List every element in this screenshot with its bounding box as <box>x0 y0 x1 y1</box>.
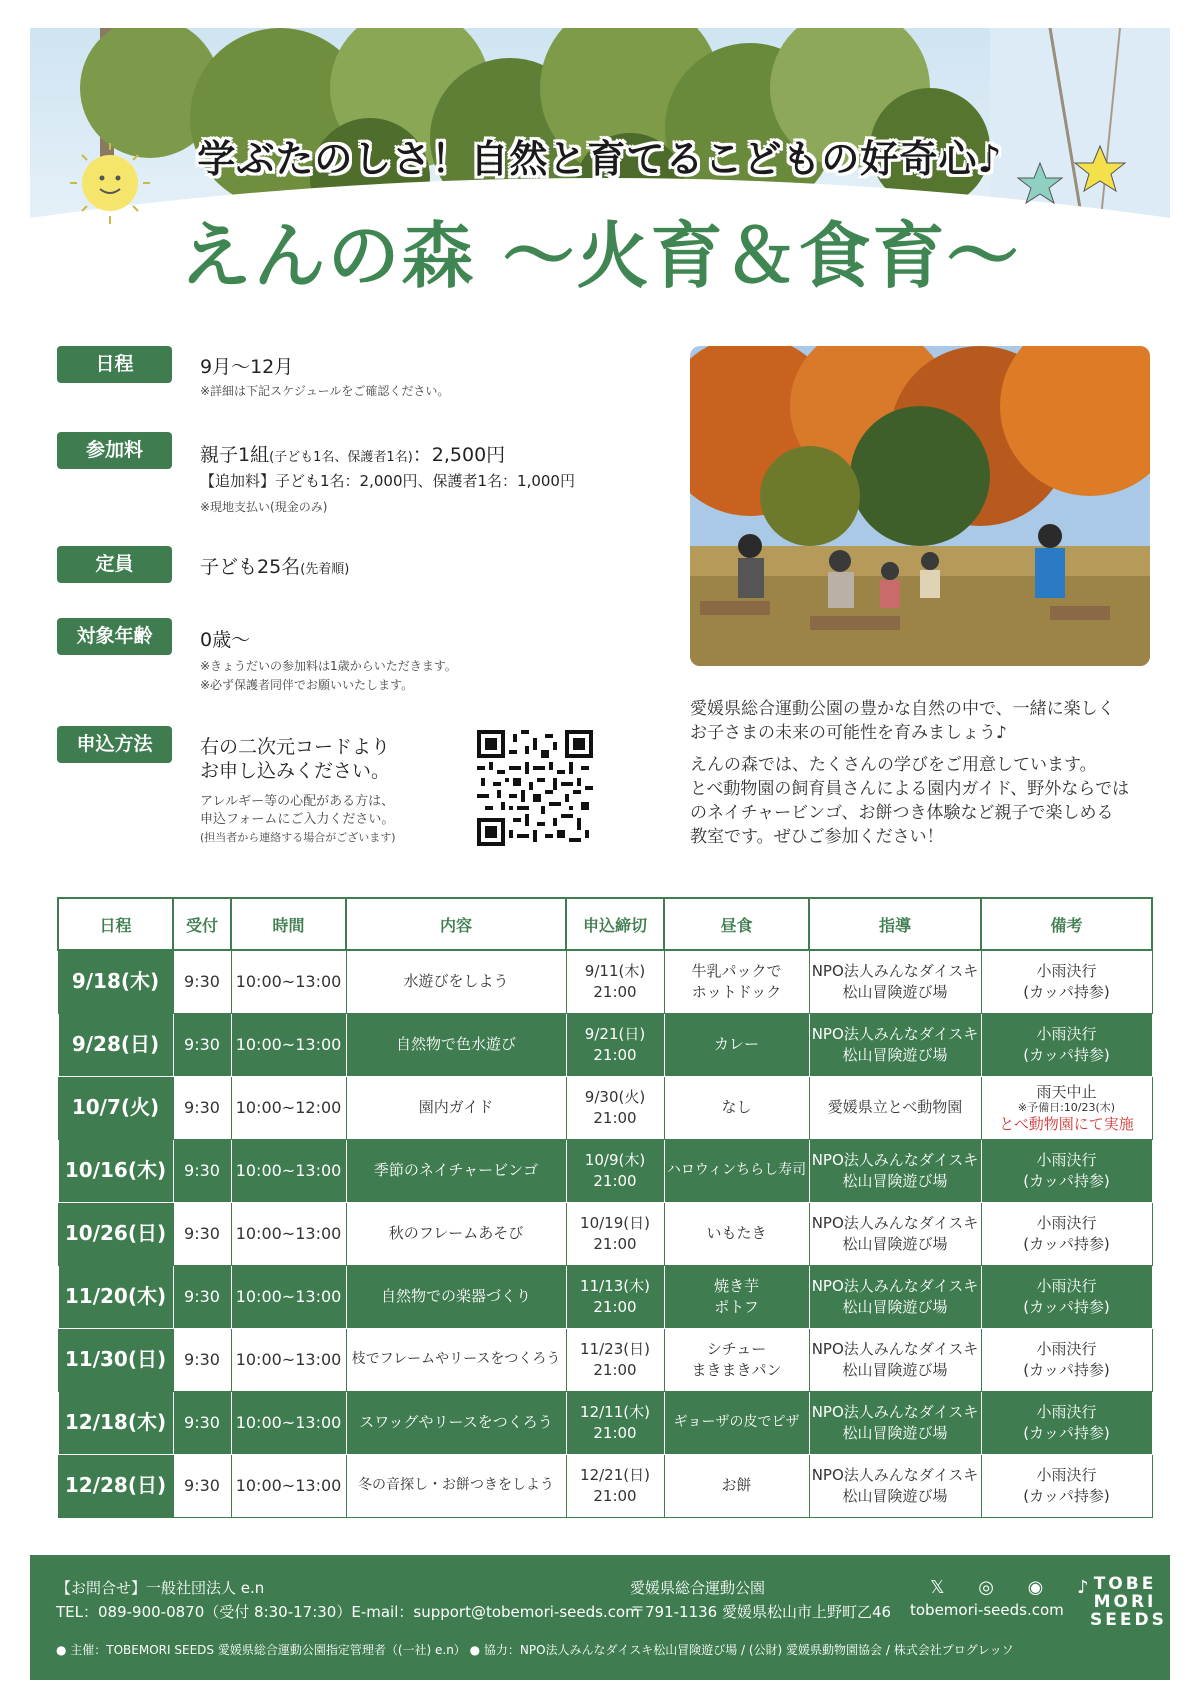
lunch-cell <box>664 1202 809 1265</box>
deadline-time: 21:00 <box>593 1234 637 1253</box>
time-cell: 10:00~13:00 <box>231 1265 346 1328</box>
deadline-cell <box>566 1139 664 1202</box>
deadline-date: 12/21(日) <box>580 1465 650 1484</box>
leader-cell <box>809 1013 981 1076</box>
leader-cell <box>809 1139 981 1202</box>
age-value: 0歳〜 <box>200 629 251 651</box>
fee-note: ※現地支払い(現金のみ) <box>200 500 328 514</box>
note-line: (カッパ持参) <box>1023 1486 1110 1505</box>
schedule-label: 日程 <box>57 346 172 383</box>
reception-cell: 9:30 <box>173 1328 231 1391</box>
age-note-1: ※きょうだいの参加料は1歳からいただきます。 <box>200 659 457 673</box>
description-line: 愛媛県総合運動公園の豊かな自然の中で、一緒に楽しく <box>690 699 1115 719</box>
reception-cell: 9:30 <box>173 1202 231 1265</box>
fee-value-line <box>200 440 505 467</box>
deadline-cell <box>566 1076 664 1139</box>
fee-price: ：2,500円 <box>412 444 506 466</box>
lunch-line: ポトフ <box>714 1297 759 1316</box>
leader-line: NPO法人みんなダイスキ <box>811 1339 979 1358</box>
note-line: 小雨決行 <box>1036 1150 1097 1169</box>
description-line: お子さまの未来の可能性を育みましょう♪ <box>690 723 1007 743</box>
note-line-alert: とべ動物園にて実施 <box>999 1114 1134 1133</box>
apply-note-2: 申込フォームにご入力ください。 <box>200 812 395 827</box>
description-para-2 <box>690 753 1160 849</box>
fee-value-detail: (子ども1名、保護者1名) <box>269 450 413 465</box>
leader-line: NPO法人みんなダイスキ <box>811 1150 979 1169</box>
description-line: のネイチャービンゴ、お餅つき体験など親子で楽しめる <box>690 803 1114 823</box>
content-cell: 冬の音探し・お餅つきをしよう <box>346 1454 566 1517</box>
description-line: えんの森では、たくさんの学びをご用意しています。 <box>690 755 1097 775</box>
note-line: 小雨決行 <box>1036 1465 1097 1484</box>
reception-cell: 9:30 <box>173 1076 231 1139</box>
lunch-cell <box>664 1139 809 1202</box>
column-header: 時間 <box>231 898 346 950</box>
leader-line: NPO法人みんなダイスキ <box>811 1024 979 1043</box>
reception-cell: 9:30 <box>173 1139 231 1202</box>
leader-line: 松山冒険遊び場 <box>842 1486 948 1505</box>
note-cell <box>981 1328 1152 1391</box>
content-cell: 秋のフレームあそび <box>346 1202 566 1265</box>
footer-tel-email[interactable]: TEL：089-900-0870（受付 8:30-17:30）E-mail：support@tobemori-seeds.com <box>56 1603 640 1621</box>
leader-cell <box>809 1391 981 1454</box>
time-cell: 10:00~13:00 <box>231 1013 346 1076</box>
footer-park-name: 愛媛県総合運動公園 <box>630 1579 766 1597</box>
deadline-date: 9/11(木) <box>584 961 646 980</box>
sns-icons[interactable]: 𝕏 ◎ ◉ ♪ <box>930 1577 1103 1598</box>
footer-organizer: ● 主催：TOBEMORI SEEDS 愛媛県総合運動公園指定管理者（(一社) e.n） ● 協力：NPO法人みんなダイスキ松山冒険遊び場 / (公財) 愛媛県動物園協会 / 株式会社プログレッソ <box>56 1643 1014 1657</box>
column-header: 備考 <box>981 898 1152 950</box>
deadline-time: 21:00 <box>593 1297 637 1316</box>
lunch-line: ハロウィンちらし寿司 <box>666 1162 807 1178</box>
note-cell <box>981 950 1152 1013</box>
lunch-line: お餅 <box>721 1476 752 1494</box>
logo-text: SEEDS <box>1090 1610 1167 1630</box>
apply-line-1: 右の二次元コードより <box>200 736 391 758</box>
age-label: 対象年齢 <box>57 618 172 655</box>
table-header-row <box>58 898 1152 950</box>
note-line: (カッパ持参) <box>1023 1234 1110 1253</box>
date-cell: 10/26(日) <box>58 1202 173 1265</box>
fee-value: 親子1組 <box>200 444 270 466</box>
capacity-detail: (先着順) <box>300 562 350 577</box>
leader-line: NPO法人みんなダイスキ <box>811 1213 979 1232</box>
reception-cell: 9:30 <box>173 1391 231 1454</box>
schedule-note: ※詳細は下記スケジュールをご確認ください。 <box>200 384 450 398</box>
note-line: 雨天中止 <box>1036 1082 1097 1101</box>
capacity-value: 子ども25名 <box>200 556 301 578</box>
content-cell: 枝でフレームやリースをつくろう <box>346 1328 566 1391</box>
lunch-cell <box>664 1391 809 1454</box>
column-header: 申込締切 <box>566 898 664 950</box>
leader-line: 松山冒険遊び場 <box>842 982 948 1001</box>
lunch-cell <box>664 950 809 1013</box>
deadline-time: 21:00 <box>593 1486 637 1505</box>
deadline-cell <box>566 1265 664 1328</box>
table-row <box>58 1013 1152 1076</box>
reception-cell: 9:30 <box>173 950 231 1013</box>
content-cell: 園内ガイド <box>346 1076 566 1139</box>
table-row <box>58 1076 1152 1139</box>
note-line: 小雨決行 <box>1036 1024 1097 1043</box>
lunch-line: カレー <box>713 1035 759 1053</box>
deadline-date: 12/11(木) <box>580 1402 650 1421</box>
note-line: 小雨決行 <box>1036 1213 1097 1232</box>
deadline-time: 21:00 <box>593 982 637 1001</box>
leader-line: NPO法人みんなダイスキ <box>811 1465 979 1484</box>
deadline-time: 21:00 <box>593 1423 637 1442</box>
leader-line: 松山冒険遊び場 <box>842 1234 948 1253</box>
table-row <box>58 1265 1152 1328</box>
footer-website-link[interactable]: tobemori-seeds.com <box>910 1601 1064 1619</box>
content-cell: スワッグやリースをつくろう <box>346 1391 566 1454</box>
deadline-cell <box>566 950 664 1013</box>
tobemori-seeds-logo <box>1090 1574 1167 1630</box>
date-cell: 9/28(日) <box>58 1013 173 1076</box>
photo-illustration <box>690 346 1150 666</box>
note-cell <box>981 1202 1152 1265</box>
deadline-cell <box>566 1013 664 1076</box>
note-line: (カッパ持参) <box>1023 1423 1110 1442</box>
note-cell <box>981 1013 1152 1076</box>
leader-line: 松山冒険遊び場 <box>842 1297 948 1316</box>
deadline-date: 10/9(木) <box>584 1150 646 1169</box>
lunch-line: まきまきパン <box>691 1360 782 1379</box>
leader-cell <box>809 1454 981 1517</box>
deadline-time: 21:00 <box>593 1360 637 1379</box>
leader-cell <box>809 1328 981 1391</box>
capacity-value-line <box>200 552 349 579</box>
table-row <box>58 1139 1152 1202</box>
deadline-date: 11/13(木) <box>580 1276 650 1295</box>
lunch-line: ホットドック <box>691 982 782 1001</box>
date-cell: 10/7(火) <box>58 1076 173 1139</box>
time-cell: 10:00~13:00 <box>231 1139 346 1202</box>
note-line: (カッパ持参) <box>1023 1360 1110 1379</box>
leader-cell <box>809 1076 981 1139</box>
leader-line: 松山冒険遊び場 <box>842 1045 948 1064</box>
time-cell: 10:00~13:00 <box>231 1454 346 1517</box>
capacity-label: 定員 <box>57 546 172 583</box>
table-row <box>58 1202 1152 1265</box>
lunch-cell <box>664 1013 809 1076</box>
content-cell: 水遊びをしよう <box>346 950 566 1013</box>
note-cell <box>981 1391 1152 1454</box>
date-cell: 12/18(木) <box>58 1391 173 1454</box>
deadline-time: 21:00 <box>593 1171 637 1190</box>
deadline-date: 9/21(日) <box>584 1024 646 1043</box>
table-row <box>58 950 1152 1013</box>
column-header: 指導 <box>809 898 981 950</box>
leader-line: 愛媛県立とべ動物園 <box>827 1098 963 1116</box>
lunch-line: ギョーザの皮でピザ <box>673 1414 800 1430</box>
deadline-date: 9/30(火) <box>584 1087 646 1106</box>
column-header: 日程 <box>58 898 173 950</box>
logo-text: TOBE <box>1093 1574 1157 1594</box>
logo-text: MORI <box>1093 1592 1157 1612</box>
note-line: 小雨決行 <box>1036 1339 1097 1358</box>
note-line: 小雨決行 <box>1036 1402 1097 1421</box>
note-cell <box>981 1454 1152 1517</box>
column-header: 内容 <box>346 898 566 950</box>
table-row <box>58 1328 1152 1391</box>
lunch-line: シチュー <box>706 1339 767 1358</box>
footer-contact: 【お問合せ】一般社団法人 e.n <box>56 1579 265 1597</box>
lunch-cell <box>664 1328 809 1391</box>
leader-line: 松山冒険遊び場 <box>842 1360 948 1379</box>
content-cell: 自然物での楽器づくり <box>346 1265 566 1328</box>
date-cell: 9/18(木) <box>58 950 173 1013</box>
leader-line: NPO法人みんなダイスキ <box>811 1402 979 1421</box>
deadline-cell <box>566 1328 664 1391</box>
time-cell: 10:00~13:00 <box>231 1391 346 1454</box>
apply-label: 申込方法 <box>57 726 172 763</box>
leader-line: 松山冒険遊び場 <box>842 1171 948 1190</box>
note-line: (カッパ持参) <box>1023 1171 1110 1190</box>
leader-line: NPO法人みんなダイスキ <box>811 1276 979 1295</box>
lunch-line: なし <box>721 1098 752 1116</box>
date-cell: 11/20(木) <box>58 1265 173 1328</box>
note-line: 小雨決行 <box>1036 1276 1097 1295</box>
note-line: (カッパ持参) <box>1023 982 1110 1001</box>
description-line: 教室です。ぜひご参加ください！ <box>690 827 944 847</box>
description-line: とべ動物園の飼育員さんによる園内ガイド、野外ならでは <box>690 779 1130 799</box>
note-cell <box>981 1265 1152 1328</box>
column-header: 昼食 <box>664 898 809 950</box>
hero-banner <box>30 28 1170 298</box>
deadline-time: 21:00 <box>593 1108 637 1127</box>
page-title: えんの森 〜火育＆食育〜 <box>179 214 1021 298</box>
reception-cell: 9:30 <box>173 1265 231 1328</box>
time-cell: 10:00~13:00 <box>231 950 346 1013</box>
leader-cell <box>809 1265 981 1328</box>
lunch-cell <box>664 1454 809 1517</box>
note-cell <box>981 1076 1152 1139</box>
event-photo <box>690 346 1150 666</box>
deadline-cell <box>566 1391 664 1454</box>
column-header: 受付 <box>173 898 231 950</box>
qr-code[interactable] <box>477 730 593 846</box>
lunch-cell <box>664 1265 809 1328</box>
note-line: (カッパ持参) <box>1023 1297 1110 1316</box>
lunch-line: 焼き芋 <box>713 1276 759 1295</box>
deadline-cell <box>566 1202 664 1265</box>
description-para-1 <box>690 697 1160 745</box>
time-cell: 10:00~13:00 <box>231 1202 346 1265</box>
lunch-line: 牛乳パックで <box>691 961 782 980</box>
reception-cell: 9:30 <box>173 1013 231 1076</box>
hero-tagline: 学ぶたのしさ！自然と育てるこどもの好奇心♪ <box>197 137 1003 181</box>
age-note-2: ※必ず保護者同伴でお願いいたします。 <box>200 678 414 692</box>
time-cell: 10:00~13:00 <box>231 1328 346 1391</box>
fee-extra: 【追加料】子ども1名：2,000円、保護者1名：1,000円 <box>200 472 575 490</box>
note-line: (カッパ持参) <box>1023 1045 1110 1064</box>
deadline-time: 21:00 <box>593 1045 637 1064</box>
note-line: 小雨決行 <box>1036 961 1097 980</box>
lunch-line: いもたき <box>706 1224 767 1242</box>
leader-cell <box>809 1202 981 1265</box>
note-line: ※予備日:10/23(木) <box>1017 1100 1116 1114</box>
leader-line: NPO法人みんなダイスキ <box>811 961 979 980</box>
date-cell: 11/30(日) <box>58 1328 173 1391</box>
apply-line-2: お申し込みください。 <box>200 760 391 782</box>
reception-cell: 9:30 <box>173 1454 231 1517</box>
apply-note-1: アレルギー等の心配がある方は、 <box>200 794 395 809</box>
deadline-cell <box>566 1454 664 1517</box>
schedule-value: 9月〜12月 <box>200 356 294 378</box>
lunch-cell <box>664 1076 809 1139</box>
table-row <box>58 1454 1152 1517</box>
leader-line: 松山冒険遊び場 <box>842 1423 948 1442</box>
deadline-date: 11/23(日) <box>580 1339 650 1358</box>
content-cell: 季節のネイチャービンゴ <box>346 1139 566 1202</box>
fee-label: 参加料 <box>57 432 172 469</box>
table-row <box>58 1391 1152 1454</box>
footer-address: 〒791-1136 愛媛県松山市上野町乙46 <box>630 1603 892 1621</box>
deadline-date: 10/19(日) <box>580 1213 650 1232</box>
date-cell: 12/28(日) <box>58 1454 173 1517</box>
date-cell: 10/16(木) <box>58 1139 173 1202</box>
footer <box>30 1555 1170 1680</box>
leader-cell <box>809 950 981 1013</box>
content-cell: 自然物で色水遊び <box>346 1013 566 1076</box>
note-cell <box>981 1139 1152 1202</box>
apply-note-3: (担当者から連絡する場合がございます) <box>200 831 396 844</box>
schedule-table <box>57 897 1153 1518</box>
time-cell: 10:00~12:00 <box>231 1076 346 1139</box>
